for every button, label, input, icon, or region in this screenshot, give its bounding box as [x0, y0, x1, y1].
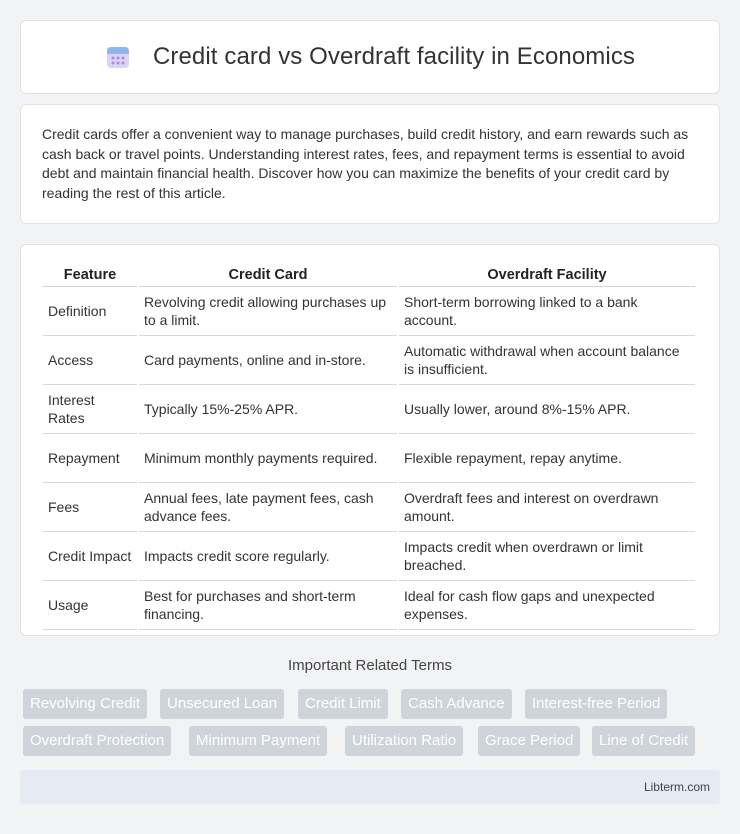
overdraft-cell: Flexible repayment, repay anytime. — [399, 434, 695, 483]
table-row — [43, 287, 695, 336]
table-row — [43, 483, 695, 532]
comparison-table-card — [20, 244, 720, 636]
table-header-row — [43, 263, 695, 287]
feature-cell: Credit Impact — [43, 532, 137, 581]
overdraft-cell: Overdraft fees and interest on overdrawn amount. — [399, 483, 695, 532]
related-term-tag[interactable]: Cash Advance — [401, 689, 512, 719]
credit-card-cell: Revolving credit allowing purchases up to a limit. — [139, 287, 397, 336]
credit-card-cell: Card payments, online and in-store. — [139, 336, 397, 385]
related-terms-title: Important Related Terms — [288, 657, 452, 674]
credit-card-cell: Best for purchases and short-term financing. — [139, 581, 397, 630]
feature-cell: Fees — [43, 483, 137, 532]
related-term-tag[interactable]: Unsecured Loan — [160, 689, 284, 719]
intro-section — [20, 104, 720, 224]
column-header: Feature — [43, 263, 137, 287]
footer-site-link[interactable]: Libterm.com — [643, 780, 710, 794]
comparison-table — [41, 263, 697, 630]
feature-cell: Repayment — [43, 434, 137, 483]
column-header: Overdraft Facility — [399, 263, 695, 287]
feature-cell: Interest Rates — [43, 385, 137, 434]
feature-cell: Access — [43, 336, 137, 385]
feature-cell: Definition — [43, 287, 137, 336]
table-row — [43, 532, 695, 581]
related-term-tag[interactable]: Grace Period — [478, 726, 580, 756]
credit-card-cell: Annual fees, late payment fees, cash advance fees. — [139, 483, 397, 532]
table-row — [43, 434, 695, 483]
intro-text: Credit cards offer a convenient way to manage purchases, build credit history, and earn rewards such as cash back or travel points. Understanding interest rates, fees, and repayment terms is essential to avoid debt and maintain financial health. Discover how you can maximize the benefits of your credit card by reading the rest of this article. — [42, 126, 689, 201]
overdraft-cell: Short-term borrowing linked to a bank account. — [399, 287, 695, 336]
table-row — [43, 336, 695, 385]
calendar-icon — [105, 44, 131, 70]
credit-card-cell: Impacts credit score regularly. — [139, 532, 397, 581]
table-row — [43, 581, 695, 630]
overdraft-cell: Automatic withdrawal when account balance is insufficient. — [399, 336, 695, 385]
credit-card-cell: Minimum monthly payments required. — [139, 434, 397, 483]
column-header: Credit Card — [139, 263, 397, 287]
related-term-tag[interactable]: Credit Limit — [298, 689, 388, 719]
overdraft-cell: Impacts credit when overdrawn or limit breached. — [399, 532, 695, 581]
feature-cell: Usage — [43, 581, 137, 630]
table-row — [43, 385, 695, 434]
credit-card-cell: Typically 15%-25% APR. — [139, 385, 397, 434]
related-term-tag[interactable]: Revolving Credit — [23, 689, 147, 719]
footer — [20, 770, 720, 804]
related-term-tag[interactable]: Overdraft Protection — [23, 726, 171, 756]
overdraft-cell: Ideal for cash flow gaps and unexpected expenses. — [399, 581, 695, 630]
related-term-tag[interactable]: Minimum Payment — [189, 726, 327, 756]
overdraft-cell: Usually lower, around 8%-15% APR. — [399, 385, 695, 434]
related-term-tag[interactable]: Line of Credit — [592, 726, 695, 756]
related-term-tag[interactable]: Interest-free Period — [525, 689, 667, 719]
page-title: Credit card vs Overdraft facility in Economics — [152, 43, 636, 70]
page-header — [20, 20, 720, 94]
related-term-tag[interactable]: Utilization Ratio — [345, 726, 463, 756]
